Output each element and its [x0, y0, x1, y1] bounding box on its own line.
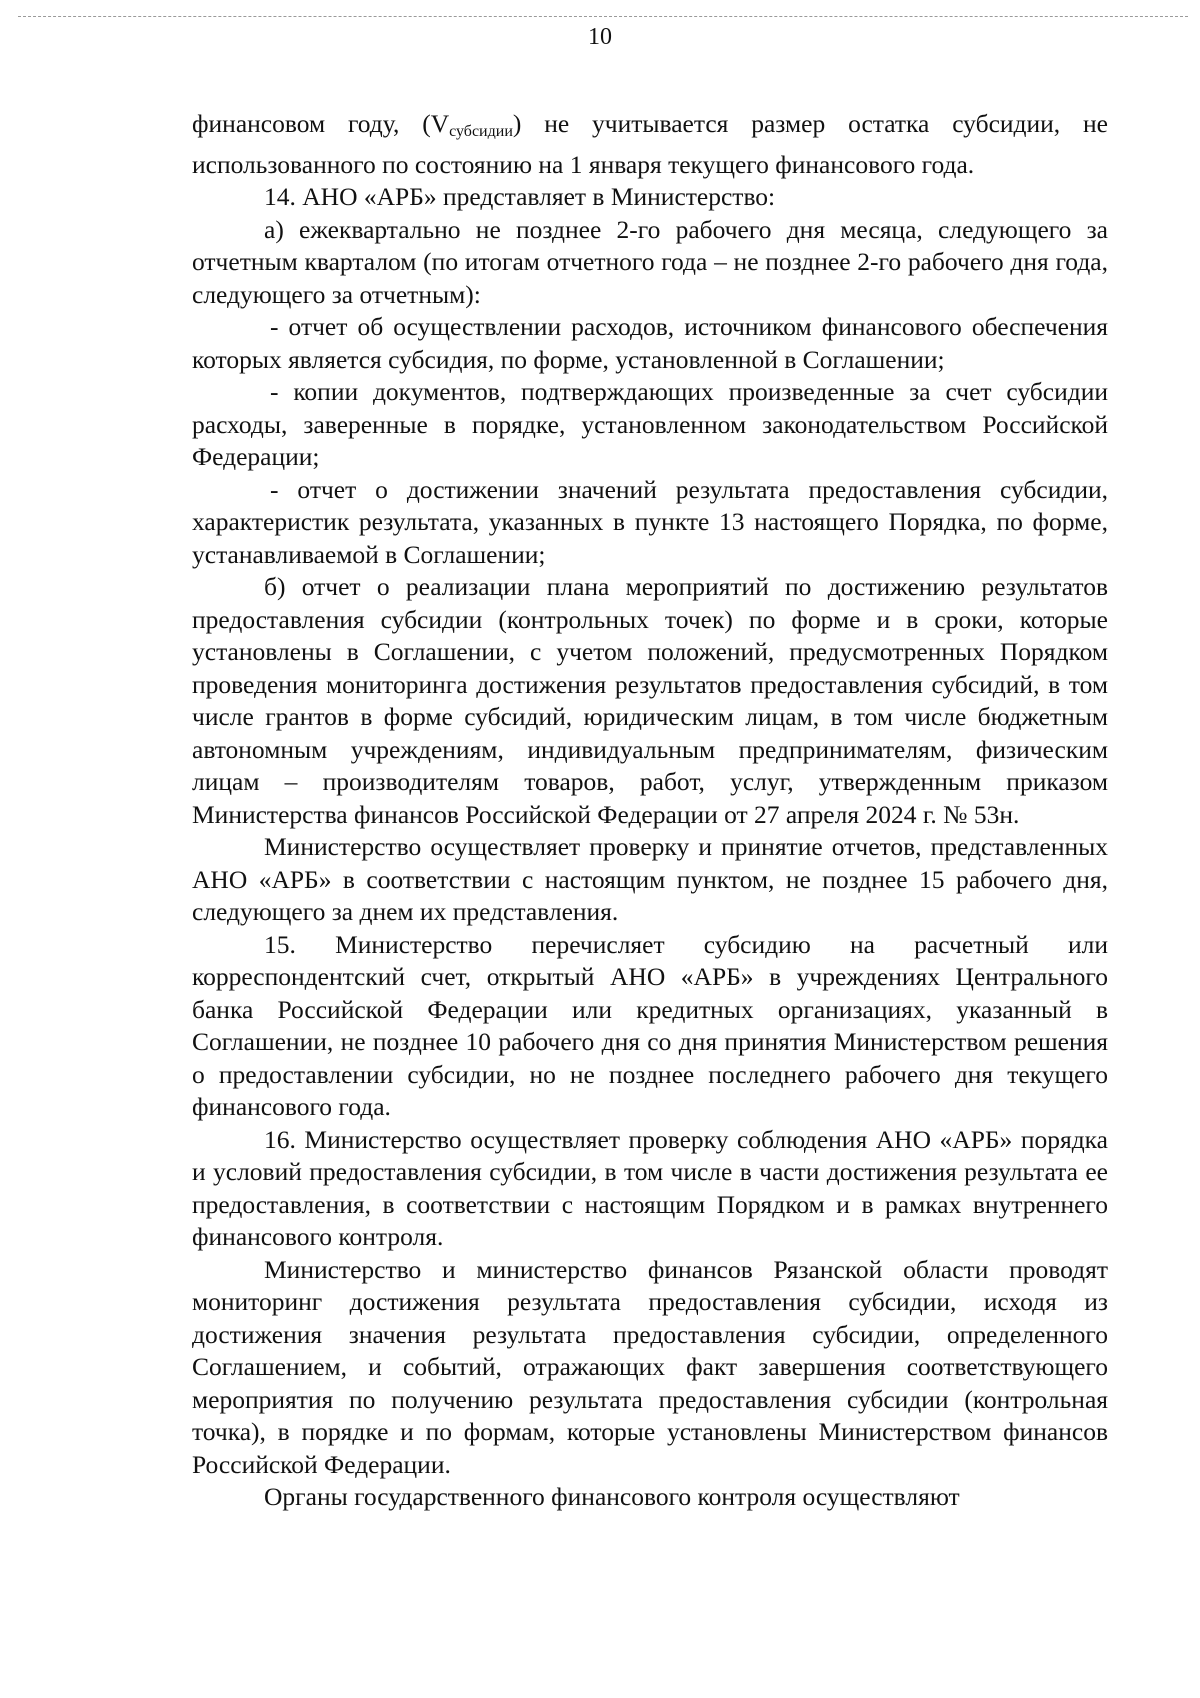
paragraph-bullet-document-copies: - копии документов, подтверждающих произведенные за счет субсидии расходы, заверенные в порядке, установленном законодательством Российской Федерации;: [192, 377, 1108, 471]
page-number: 10: [588, 24, 612, 50]
paragraph-monitoring: Министерство и министерство финансов Рязанской области проводят мониторинг достижения результата предоставления субсидии, исходя из достижения значения результата предоставления субсидии, определенного Соглашением, и событий, отражающих факт завершения соответствующего мероприятия по получению результата предоставления субсидии (контрольная точка), в порядке и по формам, которые установлены Министерством финансов Российской Федерации.: [192, 1254, 1108, 1479]
page-top-rule: [18, 16, 1188, 17]
paragraph-item-16: 16. Министерство осуществляет проверку соблюдения АНО «АРБ» порядка и условий предоставления субсидии, в том числе в части достижения результата ее предоставления, в соответствии с настоящим Порядком и в рамках внутреннего финансового контроля.: [192, 1124, 1108, 1251]
paragraph-bullet-expense-report: - отчет об осуществлении расходов, источником финансового обеспечения которых является субсидия, по форме, установленной в Соглашении;: [192, 312, 1108, 374]
paragraph-subitem-a: а) ежеквартально не позднее 2-го рабочего дня месяца, следующего за отчетным кварталом (по итогам отчетного года – не позднее 2-го рабочего дня года, следующего за отчетным):: [192, 214, 1108, 309]
paragraph-item-15: 15. Министерство перечисляет субсидию на расчетный или корреспондентский счет, открытый АНО «АРБ» в учреждениях Центрального банка Российской Федерации или кредитных организациях, указанный в Соглашении, не позднее 10 рабочего дня со дня принятия Министерством решения о предоставлении субсидии, но не позднее последнего рабочего дня текущего финансового года.: [192, 929, 1108, 1121]
subscript-label: субсидии: [449, 123, 513, 140]
paragraph-subitem-b: б) отчет о реализации плана мероприятий по достижению результатов предоставления субсидии (контрольных точек) по форме и в сроки, которые установлены в Соглашении, с учетом положений, предусмотренных Порядком проведения мониторинга достижения результатов предоставления субсидий, в том числе грантов в форме субсидий, юридическим лицам, в том числе бюджетным автономным учреждениям, индивидуальным предпринимателям, физическим лицам – производителям товаров, работ, услуг, утвержденным приказом Министерства финансов Российской Федерации от 27 апреля 2024 г. № 53н.: [192, 572, 1108, 829]
paragraph-ministry-review: Министерство осуществляет проверку и принятие отчетов, представленных АНО «АРБ» в соответствии с настоящим пунктом, не позднее 15 рабочего дня, следующего за днем их представления.: [192, 832, 1108, 926]
paragraph-control-bodies: Органы государственного финансового контроля осуществляют: [264, 1482, 960, 1511]
paragraph-continuation: финансовом году, $(V_{субсидии})$ не учитывается размер остатка субсидии, не использованного по состоянию на 1 января текущего финансового года.: [192, 109, 1108, 179]
paragraph-bullet-result-report: - отчет о достижении значений результата предоставления субсидии, характеристик результата, указанных в пункте 13 настоящего Порядка, по форме, устанавливаемой в Соглашении;: [192, 474, 1108, 569]
document-body: [192, 108, 1108, 1514]
paragraph-item-14: 14. АНО «АРБ» представляет в Министерство:: [264, 182, 776, 211]
